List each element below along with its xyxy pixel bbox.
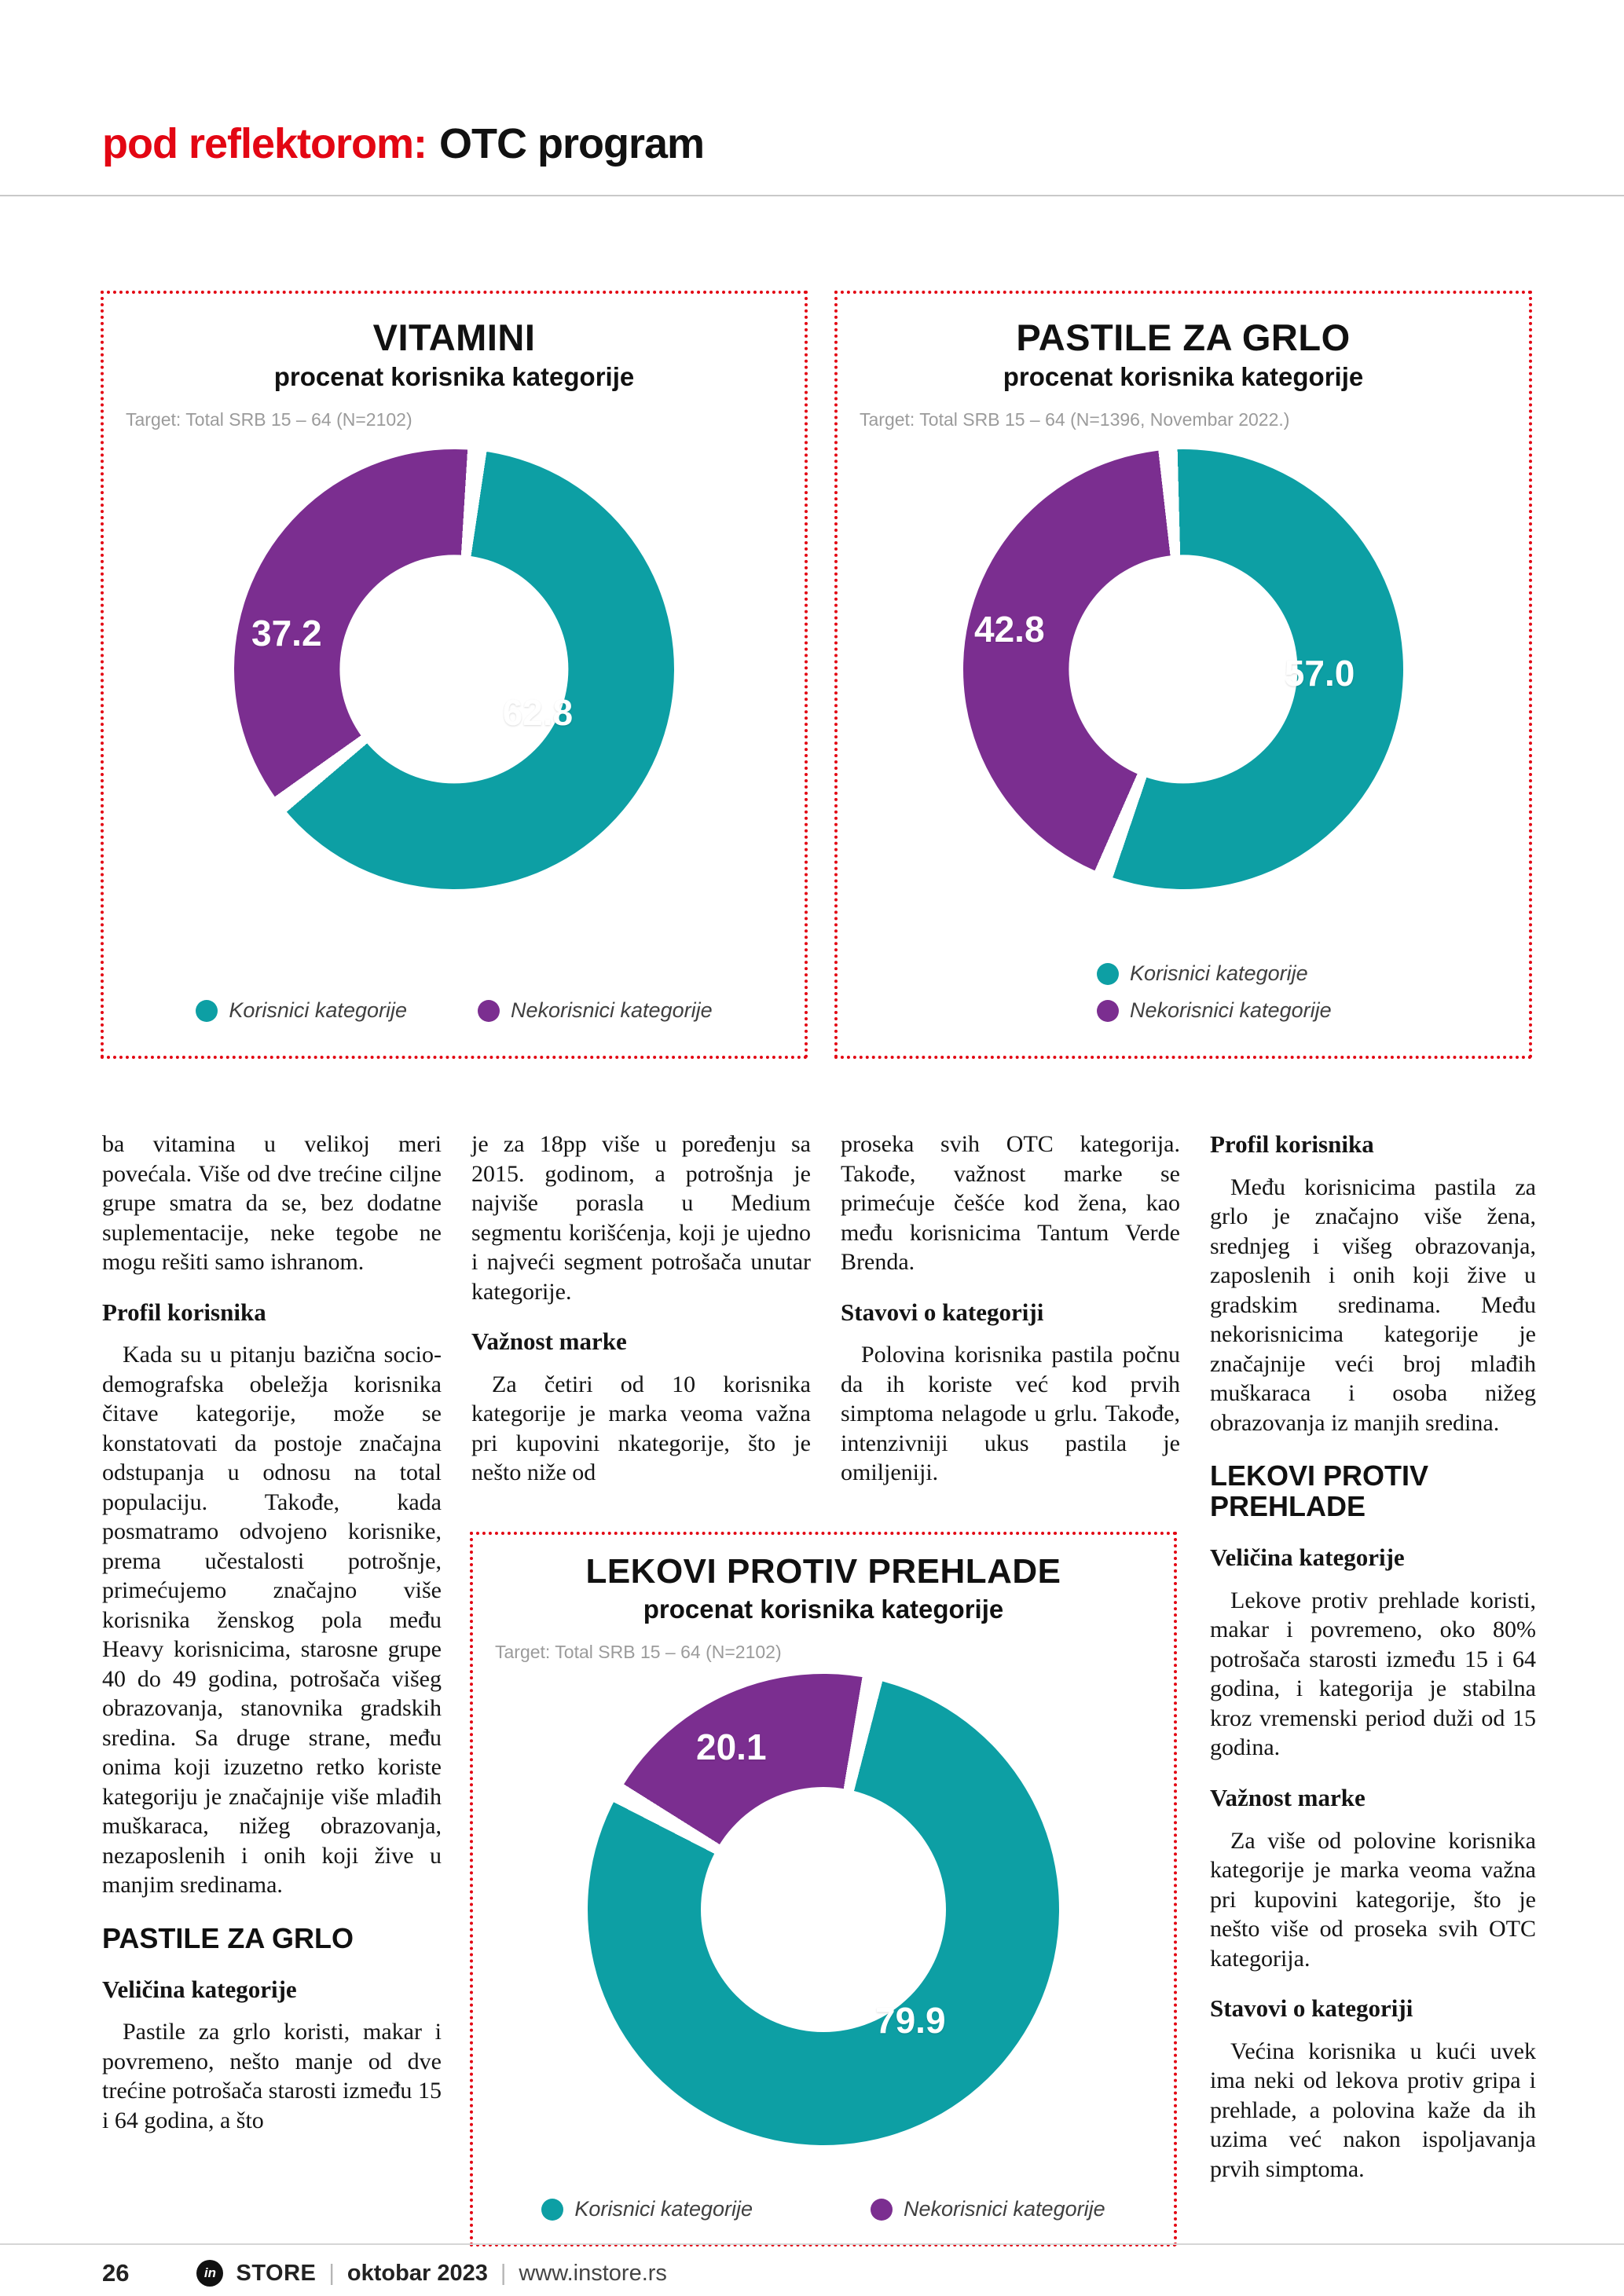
chart-legend [473, 2197, 1174, 2221]
legend-item-nonusers [478, 998, 713, 1023]
subheading-vaznost-marke: Važnost marke [471, 1327, 627, 1355]
legend-swatch-nonusers [1097, 1000, 1119, 1022]
footer-url: www.instore.rs [519, 2260, 667, 2286]
legend-label-nonusers: Nekorisnici kategorije [1130, 998, 1332, 1022]
footer-issue: oktobar 2023 [346, 2260, 488, 2286]
subheading-profil-korisnika: Profil korisnika [102, 1298, 266, 1326]
donut-value-nonusers: 20.1 [696, 1727, 767, 1767]
text-column-1 [102, 1130, 442, 2141]
legend-item-users [1097, 961, 1332, 986]
paragraph: Za četiri od 10 korisnika kategorije je marka veoma važna pri kupovini nkategorije, što je nešto niže od [471, 1371, 811, 1486]
chart-legend [104, 998, 805, 1023]
legend-item-nonusers [1097, 998, 1332, 1023]
masthead-kicker: pod reflektorom: [102, 120, 427, 167]
chart-legend [1097, 961, 1332, 1023]
donut-value-nonusers: 37.2 [251, 613, 322, 654]
paragraph: Pastile za grlo koristi, makar i povremeno, nešto manje od dve trećine potrošača starosti između 15 i 64 godina, a što [102, 2019, 442, 2133]
legend-swatch-nonusers [871, 2199, 893, 2221]
donut-hole [701, 1787, 946, 2032]
legend-swatch-users [196, 1000, 218, 1022]
paragraph: Za više od polovine korisnika kategorije je marka veoma važna pri kupovini kategorije, što je nešto više od proseka svih OTC kategorija. [1210, 1827, 1536, 1972]
legend-label-users: Korisnici kategorije [574, 2197, 753, 2221]
legend-swatch-users [541, 2199, 563, 2221]
paragraph: Polovina korisnika pastila počnu da ih koriste već kod prvih simptoma nelagode u grlu. Takođe, intenzivniji ukus pastila je omiljeniji. [841, 1342, 1180, 1486]
chart-target-vitamini: Target: Total SRB 15 – 64 (N=2102) [126, 409, 412, 430]
chart-subtitle-vitamini: procenat korisnika kategorije [273, 362, 635, 391]
paragraph: Među korisnicima pastila za grlo je značajno više žena, srednjeg i višeg obrazovanja, zaposlenih i onih koji žive u gradskim sredinama. Među nekorisnicima kategorije je značajnije veći broj mlađih muškaraca i osoba nižeg obrazovanja iz manjih sredina. [1210, 1174, 1536, 1436]
donut-hole [339, 555, 568, 783]
chart-target-lekovi: Target: Total SRB 15 – 64 (N=2102) [495, 1642, 782, 1662]
donut-hole [1069, 555, 1297, 783]
footer-separator: | [328, 2260, 335, 2286]
donut-chart-pastile [963, 449, 1403, 889]
legend-swatch-users [1097, 963, 1119, 985]
instore-logo-icon: in [196, 2260, 223, 2287]
paragraph: Kada su u pitanju bazična socio-demografska obeležja korisnika čitave kategorije, može se konstatovati da postoje značajna odstupanja u odnosu na total populaciju. Takođe, kada posmatramo odvojeno korisnike, prema učestalosti potrošnje, primećujemo značajno više korisnika ženskog pola među Heavy korisnicima, starosne grupe 40 do 49 godina, potrošača višeg obrazovanja, stanovnika gradskih sredina. Sa druge strane, među onima koji izuzetno retko koriste kategoriju je značajnije više mlađih muškaraca, nižeg obrazovanja, nezaposlenih i onih koji žive u manjim sredinama. [102, 1342, 442, 1899]
section-heading-lekovi-protiv-prehlade: LEKOVI PROTIV PREHLADE [1210, 1459, 1429, 1523]
text-column-3 [841, 1130, 1180, 1494]
subheading-stavovi-o-kategoriji: Stavovi o kategoriji [841, 1298, 1044, 1326]
subheading-velicina-kategorije: Veličina kategorije [102, 1975, 297, 2003]
chart-card-pastile [834, 291, 1532, 1059]
text-column-2 [471, 1130, 811, 1494]
donut-value-users: 62.8 [502, 692, 574, 733]
donut-chart-vitamini [234, 449, 674, 889]
footer-separator: | [500, 2260, 507, 2286]
chart-title-vitamini: VITAMINI [372, 317, 536, 358]
text-column-4 [1210, 1130, 1536, 2190]
legend-item-users [541, 2197, 753, 2221]
masthead [102, 119, 704, 168]
section-heading-pastile-za-grlo: PASTILE ZA GRLO [102, 1921, 354, 1954]
masthead-title: OTC program [439, 120, 705, 167]
legend-label-users: Korisnici kategorije [229, 998, 407, 1022]
subheading-vaznost-marke: Važnost marke [1210, 1783, 1366, 1811]
footer-divider [0, 2243, 1624, 2245]
chart-subtitle-lekovi: procenat korisnika kategorije [643, 1595, 1004, 1624]
donut-value-nonusers: 42.8 [974, 608, 1045, 650]
chart-card-lekovi [470, 1532, 1177, 2247]
legend-item-users [196, 998, 407, 1023]
paragraph: Većina korisnika u kući uvek ima neki od lekova protiv gripa i prehlade, a polovina kaže da ih uzima već nakon ispoljavanja prvih simptoma. [1210, 2038, 1536, 2182]
donut-value-users: 79.9 [875, 2000, 946, 2041]
legend-swatch-nonusers [478, 1000, 500, 1022]
donut-value-users: 57.0 [1284, 652, 1355, 694]
paragraph: proseka svih OTC kategorija. Takođe, važnost marke se primećuje češće kod žena, kao među korisnicima Tantum Verde Brenda. [841, 1131, 1180, 1275]
page-number: 26 [102, 2259, 130, 2287]
paragraph: Lekove protiv prehlade koristi, makar i povremeno, oko 80% potrošača starosti između 15 i 64 godina, i kategorija je stabilna kroz vremenski period duži od 15 godina. [1210, 1587, 1536, 1761]
chart-title-pastile: PASTILE ZA GRLO [1016, 317, 1351, 358]
donut-chart-lekovi [588, 1674, 1059, 2145]
footer [102, 2259, 667, 2287]
paragraph: ba vitamina u velikoj meri povećala. Više od dve trećine ciljne grupe smatra da se, bez dodatne suplementacije, neke tegobe ne mogu rešiti samo ishranom. [102, 1131, 442, 1275]
footer-brand: STORE [236, 2260, 317, 2286]
legend-label-nonusers: Nekorisnici kategorije [904, 2197, 1105, 2221]
chart-card-vitamini [101, 291, 808, 1059]
legend-item-nonusers [871, 2197, 1105, 2221]
legend-label-users: Korisnici kategorije [1130, 961, 1308, 985]
paragraph: je za 18pp više u poređenju sa 2015. godinom, a potrošnja je najviše porasla u Medium segmentu korišćenja, koji je ujedno i najveći segment potrošača unutar kategorije. [471, 1131, 811, 1305]
top-divider [0, 195, 1624, 196]
subheading-profil-korisnika: Profil korisnika [1210, 1130, 1374, 1158]
subheading-velicina-kategorije: Veličina kategorije [1210, 1543, 1405, 1571]
chart-target-pastile: Target: Total SRB 15 – 64 (N=1396, Novembar 2022.) [860, 409, 1290, 430]
legend-label-nonusers: Nekorisnici kategorije [511, 998, 713, 1022]
chart-title-lekovi: LEKOVI PROTIV PREHLADE [585, 1552, 1061, 1591]
subheading-stavovi-o-kategoriji: Stavovi o kategoriji [1210, 1994, 1413, 2022]
chart-subtitle-pastile: procenat korisnika kategorije [1003, 362, 1364, 391]
